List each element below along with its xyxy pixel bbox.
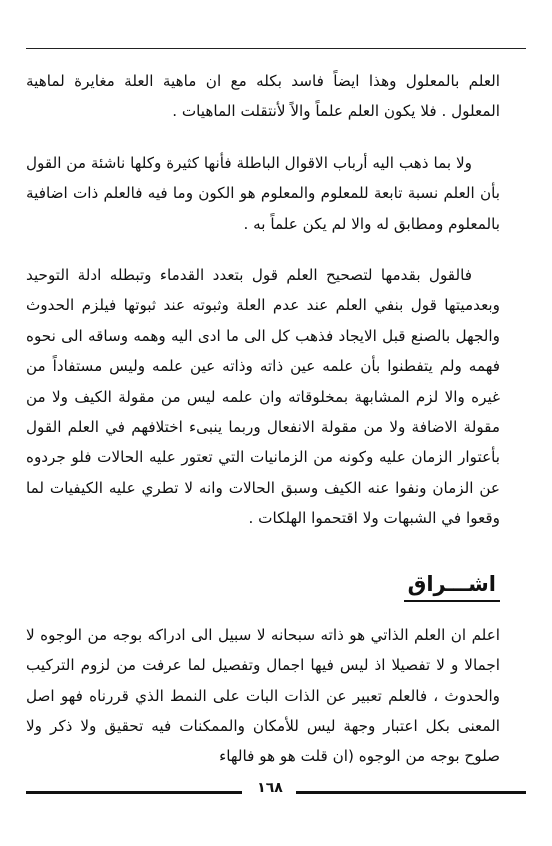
page-footer [26,778,526,808]
page-number: ١٦٨ [257,780,283,796]
footer-rule-right [296,791,526,794]
paragraph-2: ولا بما ذهب اليه أرباب الاقوال الباطلة فأنها كثيرة وكلها ناشئة من القول بأن العلم نسبة تابعة للمعلوم والمعلوم هو الكون وما فيه فالعلم ذات اضافية بالمعلوم ومطابق له والا لم يكن علماً به . [26,153,500,233]
section-heading-text: اشـــراق [404,570,500,602]
paragraph-1: العلم بالمعلول وهذا ايضاً فاسد بكله مع ان ماهية العلة مغايرة لماهية المعلول . فلا يكون العلم علماً والاً لأنتقلت الماهيات . [26,72,500,121]
paragraph-3: فالقول بقدمها لتصحيح العلم قول بتعدد القدماء وتبطله ادلة التوحيد وبعدميتها قول بنفي العلم عند عدم العلة وثبوته عند ثبوتها فيلزم الحدوث والجهل بالصنع قبل الايجاد فذهب كل الى ما ادى اليه وهمه وساقه الى نحوه فهمه ولم يتفطنوا بأن علمه عين ذاته وذاته عين علمه وليس مستفاداً من غيره والا لزم المشابهة بمخلوقاته وان علمه ليس من مقولة الكيف ولا من مقولة الاضافة ولا من مقولة الانفعال وربما ينبىء اختلافهم في العلم القول بأعتوار الزمان عليه وكونه من الزمانيات التي تعتور عليه الحالات فلو جردوه عن الزمان ونفوا عنه الكيف وسبق الحالات وانه لا تطري عليه الكيفيات لما وقعوا في الشبهات ولا اقتحموا الهلكات . [26,266,500,528]
top-rule [26,48,526,49]
page-body [26,66,500,793]
section-heading [26,570,500,602]
footer-rule-left [26,791,242,794]
section-paragraph: اعلم ان العلم الذاتي هو ذاته سبحانه لا سبيل الى ادراكه بوجه من الوجوه لا اجمالا و لا تفصيلا اذ ليس فيها اجمال وتفصيل لما عرفت من لزوم التركيب والحدوث ، فالعلم تعبير عن الذات البات على النمط الذي قررناه فهو اصل المعنى بكل اعتبار وجهة ليس للأمكان والممكنات فيه تحقيق ولا ذكر ولا صلوح بوجه من الوجوه (ان قلت هو هو فالهاء [26,625,500,766]
